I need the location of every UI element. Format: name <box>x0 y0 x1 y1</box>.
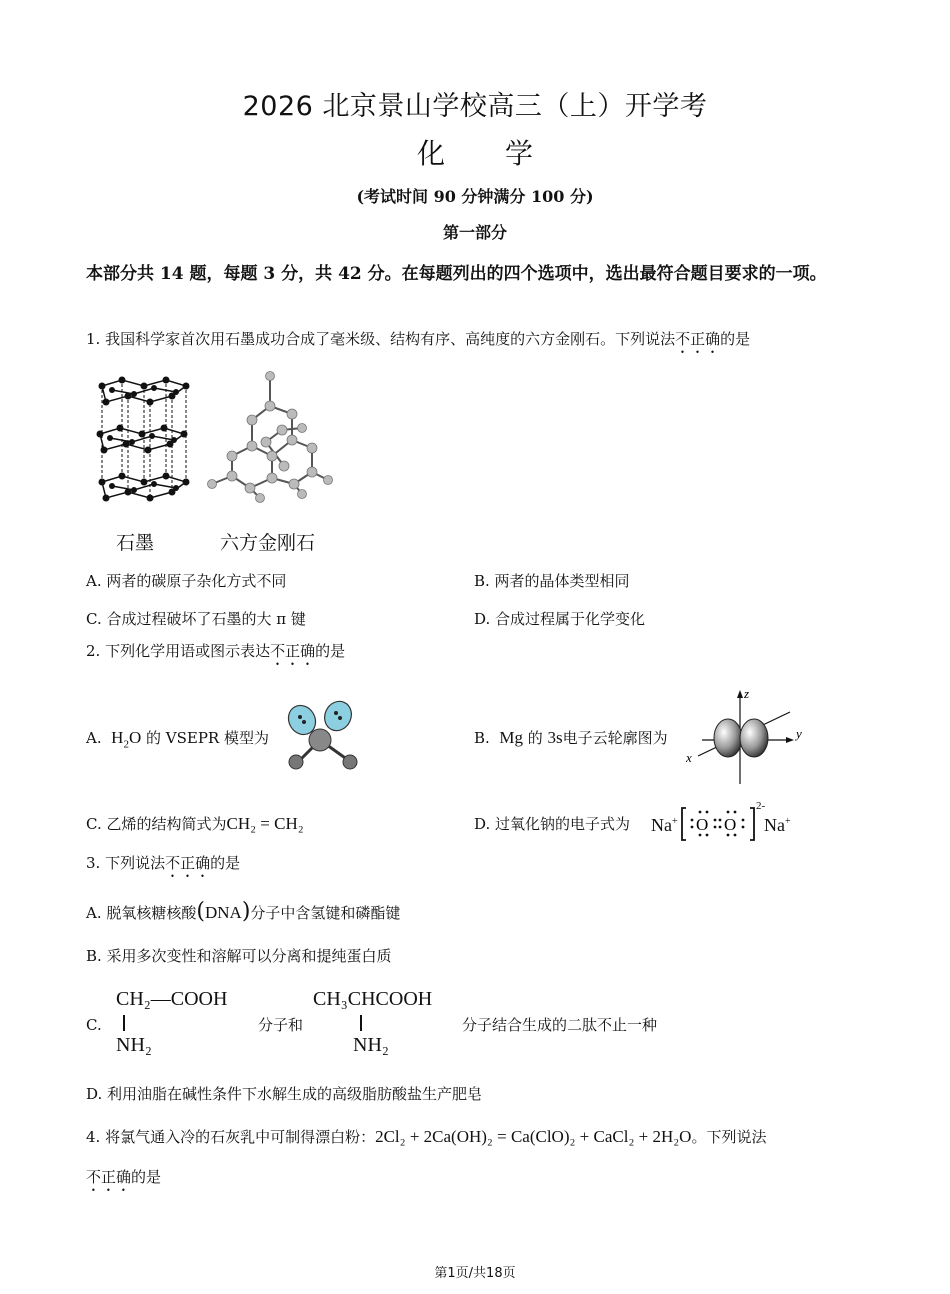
q3-option-d: D. 利用油脂在碱性条件下水解生成的高级脂肪酸盐生产肥皂 <box>86 1085 483 1103</box>
option-text: 3s <box>547 728 563 747</box>
axis-z-label: z <box>744 686 750 701</box>
sodium-ion-2 <box>764 806 791 841</box>
question-1-stem <box>86 329 876 357</box>
orbital-axes-figure <box>682 686 808 786</box>
stem-text: 的是 <box>720 330 751 348</box>
formula-part: O <box>128 728 142 747</box>
orbital-lobe-left <box>714 719 742 757</box>
sodium-symbol: Na <box>651 815 672 835</box>
q2-option-c <box>86 814 304 834</box>
page-footer: 第1页/共18页 <box>434 1266 516 1281</box>
formula-part: H <box>111 728 124 747</box>
question-4-stem <box>86 1127 876 1147</box>
q2-option-b <box>474 728 668 748</box>
q3-option-c-label: C. <box>86 1016 102 1034</box>
and-text: 分子和 <box>258 1016 304 1034</box>
question-3-stem <box>86 853 240 881</box>
formula-subscript: 2 <box>123 738 129 751</box>
sodium-charge: + <box>672 816 678 827</box>
subject-title: 化学 <box>416 137 593 170</box>
emphasis-text: 不正确 <box>270 642 316 660</box>
sodium-peroxide-electron-formula <box>651 806 678 841</box>
sodium-charge: + <box>785 816 791 827</box>
sodium-symbol: Na <box>764 815 785 835</box>
dna-abbrev: DNA <box>204 903 242 922</box>
q1-option-d: D. 合成过程属于化学变化 <box>474 610 646 628</box>
oxygen-atom-2: O <box>724 815 737 834</box>
option-text: 分子中含氢键和磷酯键 <box>250 904 401 922</box>
alanine-bottom: NH₂ <box>353 1034 389 1056</box>
stem-text: 2. 下列化学用语或图示表达 <box>86 642 271 660</box>
graphite-structure-figure <box>92 372 192 506</box>
stem-text: 的是 <box>131 1168 162 1186</box>
glycine-bond <box>123 1015 125 1031</box>
option-text: 电子云轮廓图为 <box>562 729 668 747</box>
q1-option-b: B. 两者的晶体类型相同 <box>474 572 630 590</box>
axis-x-label: x <box>686 750 692 765</box>
q3-option-b: B. 采用多次变性和溶解可以分离和提纯蛋白质 <box>86 947 392 965</box>
stem-text: 的是 <box>315 642 346 660</box>
stem-text: 1. 我国科学家首次用石墨成功合成了毫米级、结构有序、高纯度的六方金刚石。下列说法 <box>86 330 676 348</box>
diamond-caption: 六方金刚石 <box>220 532 316 554</box>
q3-option-c-suffix: 分子结合生成的二肽不止一种 <box>462 1016 658 1034</box>
question-4-stem-cont <box>86 1167 161 1195</box>
emphasis-text: 不正确 <box>675 330 721 348</box>
instruction: 本部分共 14 题，每题 3 分，共 42 分。在每题列出的四个选项中，选出最符合题目要求的一项。 <box>86 264 827 284</box>
bleach-equation: 2Cl₂ + 2Ca(OH)₂ = Ca(ClO)₂ + CaCl₂ + 2H₂O <box>375 1127 692 1146</box>
hexagonal-diamond-structure-figure <box>204 370 336 504</box>
orbital-lobe-right <box>740 719 768 757</box>
q1-option-c: C. 合成过程破坏了石墨的大 π 键 <box>86 610 306 628</box>
peroxide-charge: 2- <box>756 800 766 812</box>
option-text: 的 <box>527 729 543 747</box>
peroxide-ion-bracket <box>680 804 756 844</box>
oxygen-atom-1: O <box>696 815 709 834</box>
option-text: 的 VSEPR 模型为 <box>146 729 269 747</box>
emphasis-text: 不正确 <box>165 854 211 872</box>
glycine-top: CH₂—COOH <box>116 988 228 1010</box>
option-label: A. <box>86 729 102 747</box>
vsepr-water-model-figure <box>284 700 364 774</box>
stem-text: 4. 将氯气通入冷的石灰乳中可制得漂白粉： <box>86 1128 376 1146</box>
q1-option-a: A. 两者的碳原子杂化方式不同 <box>86 572 287 590</box>
time-info: (考试时间 90 分钟满分 100 分) <box>356 187 594 206</box>
option-label: B. <box>474 729 490 747</box>
water-formula <box>111 728 142 751</box>
q3-option-a: A. 脱氧核糖核酸(DNA)分子中含氢键和磷酯键 <box>86 899 401 924</box>
option-text: A. 脱氧核糖核酸 <box>86 904 197 922</box>
stem-text: 。下列说法 <box>691 1128 767 1146</box>
exam-title: 2026 北京景山学校高三（上）开学考 <box>242 91 708 122</box>
stem-text: 的是 <box>210 854 241 872</box>
q2-option-a <box>86 728 269 754</box>
option-text: Mg <box>499 728 523 747</box>
ethylene-formula: CH₂ = CH₂ <box>226 814 304 833</box>
q2-option-d <box>474 814 630 834</box>
option-text: C. 乙烯的结构简式为 <box>86 815 227 833</box>
glycine-bottom: NH₂ <box>116 1034 152 1056</box>
alanine-top: CH₃CHCOOH <box>313 988 433 1010</box>
axis-y-label: y <box>796 726 802 741</box>
part-heading: 第一部分 <box>442 223 507 242</box>
emphasis-text: 不正确 <box>86 1168 132 1186</box>
alanine-bond <box>360 1015 362 1031</box>
question-2-stem <box>86 641 345 669</box>
graphite-caption: 石墨 <box>116 532 155 554</box>
stem-text: 3. 下列说法 <box>86 854 166 872</box>
option-text: D. 过氧化钠的电子式为 <box>474 815 631 833</box>
